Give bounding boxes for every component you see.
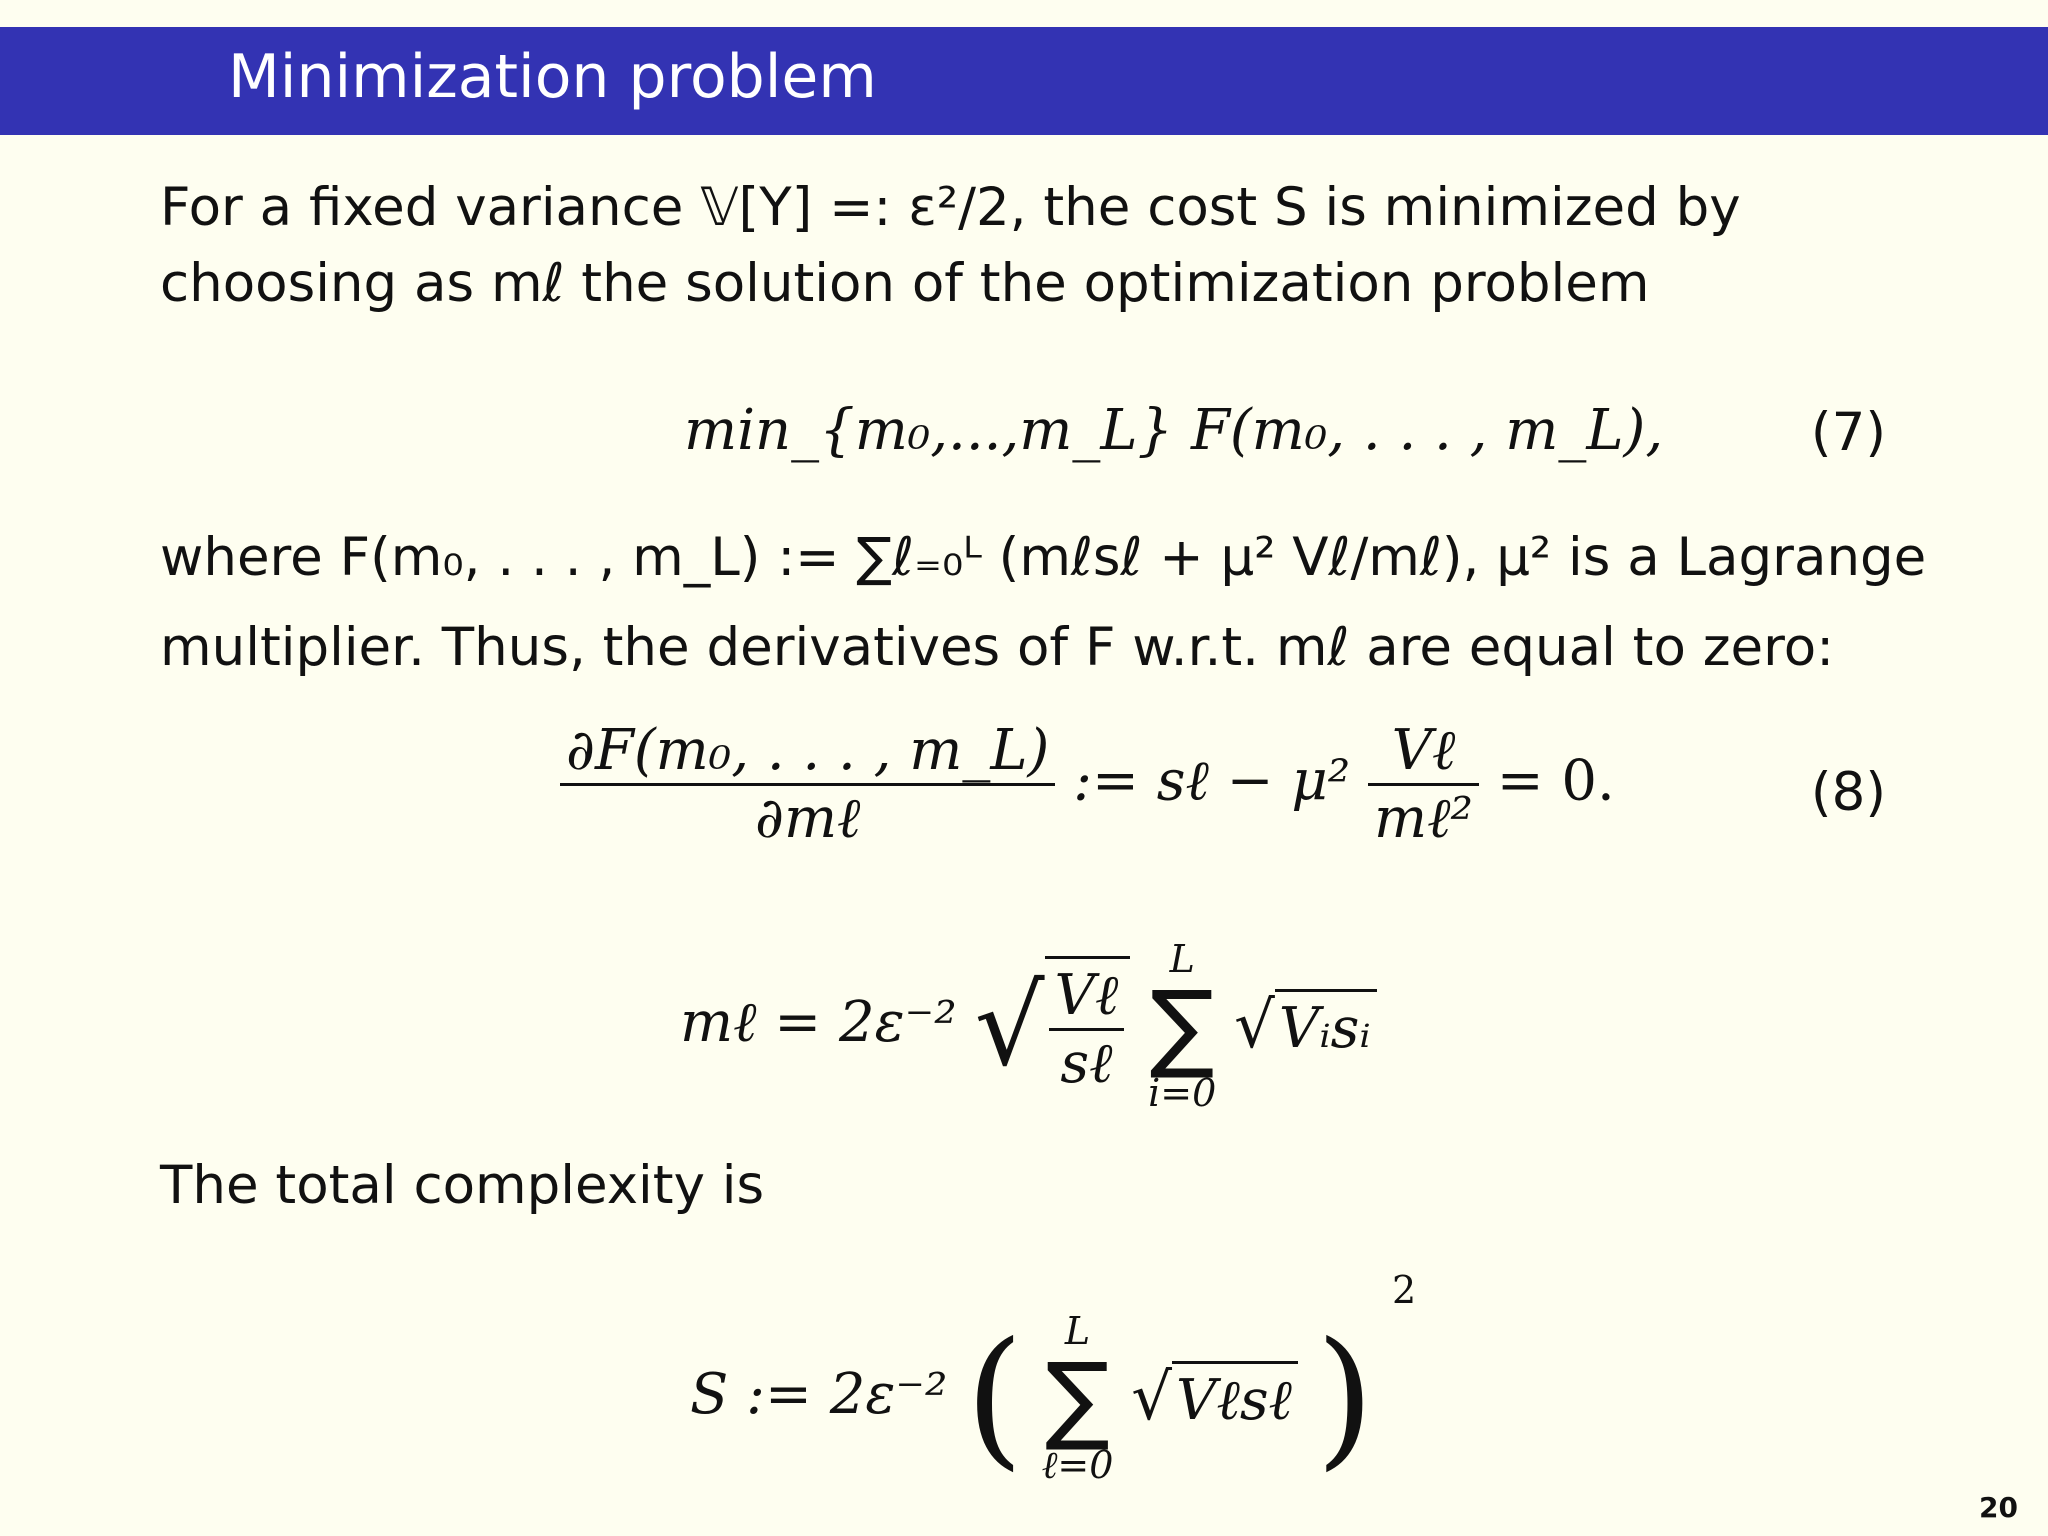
right-paren-icon: ) <box>1315 1310 1375 1485</box>
s-sqrt-body: Vℓsℓ <box>1172 1361 1298 1433</box>
s-sum-upper-limit: L <box>1064 1308 1091 1353</box>
s-sqrt <box>1131 1361 1298 1435</box>
equation-8-number: (8) <box>1810 762 1886 823</box>
sum-icon: ∑ <box>1045 1341 1110 1454</box>
equation-8-v-denominator: mℓ² <box>1368 783 1479 851</box>
ml-fraction-numerator: Vℓ <box>1054 963 1119 1028</box>
ml-sum-lower-limit: i=0 <box>1148 1071 1217 1115</box>
ml-fraction <box>1049 963 1125 1096</box>
equation-8-main-fraction <box>560 718 1055 851</box>
equation-7-body: min_{m₀,...,m_L} F(m₀, . . . , m_L), <box>684 398 1664 463</box>
intro-line-2: choosing as mℓ the solution of the optimization problem <box>160 253 1650 314</box>
ml-sqrt-body: Vᵢsᵢ <box>1275 989 1377 1061</box>
equation-8-numerator: ∂F(m₀, . . . , m_L) <box>566 718 1050 783</box>
equation-8-middle: := sℓ − μ² <box>1073 748 1351 814</box>
equation-8 <box>560 718 1615 851</box>
radical-sign-icon: √ <box>1234 989 1275 1063</box>
slide-title: Minimization problem <box>228 42 877 112</box>
s-power: 2 <box>1392 1268 1417 1312</box>
s-sum <box>1041 1308 1114 1487</box>
intro-line-1: For a fixed variance 𝕍[Y] =: ε²/2, the cost S is minimized by <box>160 177 1741 238</box>
equation-7-number: (7) <box>1810 402 1886 463</box>
ml-sum-upper-limit: L <box>1169 937 1195 981</box>
radical-sign-icon: √ <box>1131 1360 1173 1435</box>
sum-icon: ∑ <box>1149 970 1215 1082</box>
where-line-2: multiplier. Thus, the derivatives of F w.r.t. mℓ are equal to zero: <box>160 617 1835 678</box>
left-paren-icon: ( <box>965 1310 1024 1485</box>
equation-8-denominator: ∂mℓ <box>560 783 1055 851</box>
ml-fraction-denominator: sℓ <box>1049 1028 1125 1096</box>
ml-sum <box>1148 937 1217 1115</box>
equation-7 <box>684 398 1663 463</box>
equation-8-v-numerator: Vℓ <box>1391 718 1456 783</box>
complexity-line: The total complexity is <box>160 1155 765 1216</box>
ml-inner-sqrt <box>1234 989 1377 1063</box>
radical-sign-icon: √ <box>974 962 1045 1090</box>
s-sum-lower-limit: ℓ=0 <box>1041 1442 1114 1487</box>
where-line-1: where F(m₀, . . . , m_L) := ∑ℓ₌₀ᴸ (mℓsℓ + μ² Vℓ/mℓ), μ² is a Lagrange <box>160 527 1927 588</box>
page-number: 20 <box>1979 1491 2018 1524</box>
ml-lhs: mℓ = 2ε⁻² <box>680 990 957 1056</box>
ml-outer-sqrt <box>974 956 1130 1096</box>
ml-formula <box>680 937 1377 1115</box>
equation-8-v-fraction <box>1368 718 1479 851</box>
equation-8-end: = 0. <box>1496 748 1615 814</box>
s-lhs: S := 2ε⁻² <box>690 1362 948 1427</box>
s-formula <box>690 1268 1416 1485</box>
